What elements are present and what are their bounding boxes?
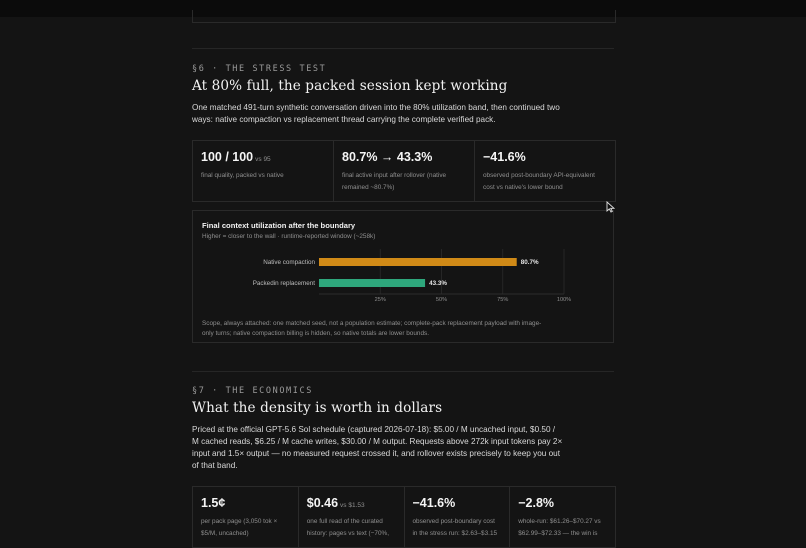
- stat-card: [193, 141, 334, 201]
- stat-card: [334, 141, 475, 201]
- category-label: Native compaction: [263, 259, 315, 267]
- section-title: At 80% full, the packed session kept working: [192, 78, 508, 94]
- section-divider: [192, 48, 614, 49]
- mouse-cursor-icon: [606, 201, 615, 213]
- stat-value: $0.46 vs $1.53: [306, 496, 365, 510]
- chart-footnote: Scope, always attached: one matched seed, not a population estimate; complete-pack replacement payload with image-only turns; native compaction billing is hidden, so native totals are lower bounds.: [202, 320, 542, 337]
- stat-value: 1.5¢: [201, 496, 226, 510]
- previous-card-edge: [192, 10, 616, 23]
- stats-row: [192, 486, 616, 548]
- stat-caption: per pack page (3,050 tok × $5/M, uncached): [201, 518, 278, 537]
- stat-caption: observed post-boundary API-equivalent cost vs native's lower bound: [483, 172, 595, 191]
- bar: [319, 279, 425, 287]
- stat-value: −41.6%: [412, 496, 456, 510]
- stat-caption: final quality, packed vs native: [201, 172, 284, 179]
- bar-chart: [193, 211, 613, 311]
- stat-value: 100 / 100 vs 95: [201, 150, 271, 164]
- stat-card: [475, 141, 615, 201]
- chart-subtitle: Higher = closer to the wall · runtime-reported window (~258k): [202, 233, 376, 240]
- stats-row: [192, 140, 616, 202]
- section-lead: Priced at the official GPT-5.6 Sol schedule (captured 2026-07-18): $5.00 / M uncached input, $0.50 / M cached reads, $6.25 / M cache writes, $30.00 / M output. Requests above 272k input tokens pay 2× input and 1.5× output — no measured request crossed it, and rollover exists precisely to keep you out of that band.: [192, 425, 563, 470]
- stat-card: [193, 487, 299, 547]
- bar: [319, 258, 517, 266]
- category-label: Packedin replacement: [252, 280, 315, 288]
- stat-caption: whole-run: $61.26–$70.27 vs $62.99–$72.33 — the win is: [518, 518, 601, 537]
- stat-card: [405, 487, 511, 547]
- x-tick-label: 100%: [556, 297, 572, 303]
- chart-title: Final context utilization after the boundary: [202, 221, 356, 230]
- stat-comparison: vs $1.53: [340, 502, 365, 509]
- stat-value: 80.7% → 43.3%: [342, 150, 433, 164]
- stat-caption: one full read of the curated history: pages vs text (−70%,: [306, 518, 389, 537]
- section-lead: One matched 491-turn synthetic conversation driven into the 80% utilization band, then continued two ways: native compaction vs replacement thread carrying the complete verified pack.: [192, 103, 560, 124]
- stat-caption: final active input after rollover (native remained ~80.7%): [342, 172, 447, 191]
- section-title: What the density is worth in dollars: [192, 400, 443, 416]
- stat-caption: observed post-boundary cost in the stress run: $2.63–$3.15: [412, 518, 498, 537]
- stat-value: −41.6%: [483, 150, 526, 164]
- x-tick-label: 75%: [497, 297, 509, 303]
- x-tick-label: 50%: [435, 297, 448, 303]
- chart-card: [192, 210, 614, 343]
- section-eyebrow: §6 · THE STRESS TEST: [192, 64, 327, 74]
- data-label: 80.7%: [520, 259, 539, 267]
- stat-comparison: vs 95: [255, 156, 271, 163]
- x-tick-label: 25%: [374, 297, 386, 303]
- stat-card: [299, 487, 405, 547]
- stat-value: −2.8%: [518, 496, 555, 510]
- section-eyebrow: §7 · THE ECONOMICS: [192, 386, 313, 396]
- data-label: 43.3%: [429, 280, 447, 288]
- stat-card: [510, 487, 615, 547]
- section-divider: [192, 371, 614, 372]
